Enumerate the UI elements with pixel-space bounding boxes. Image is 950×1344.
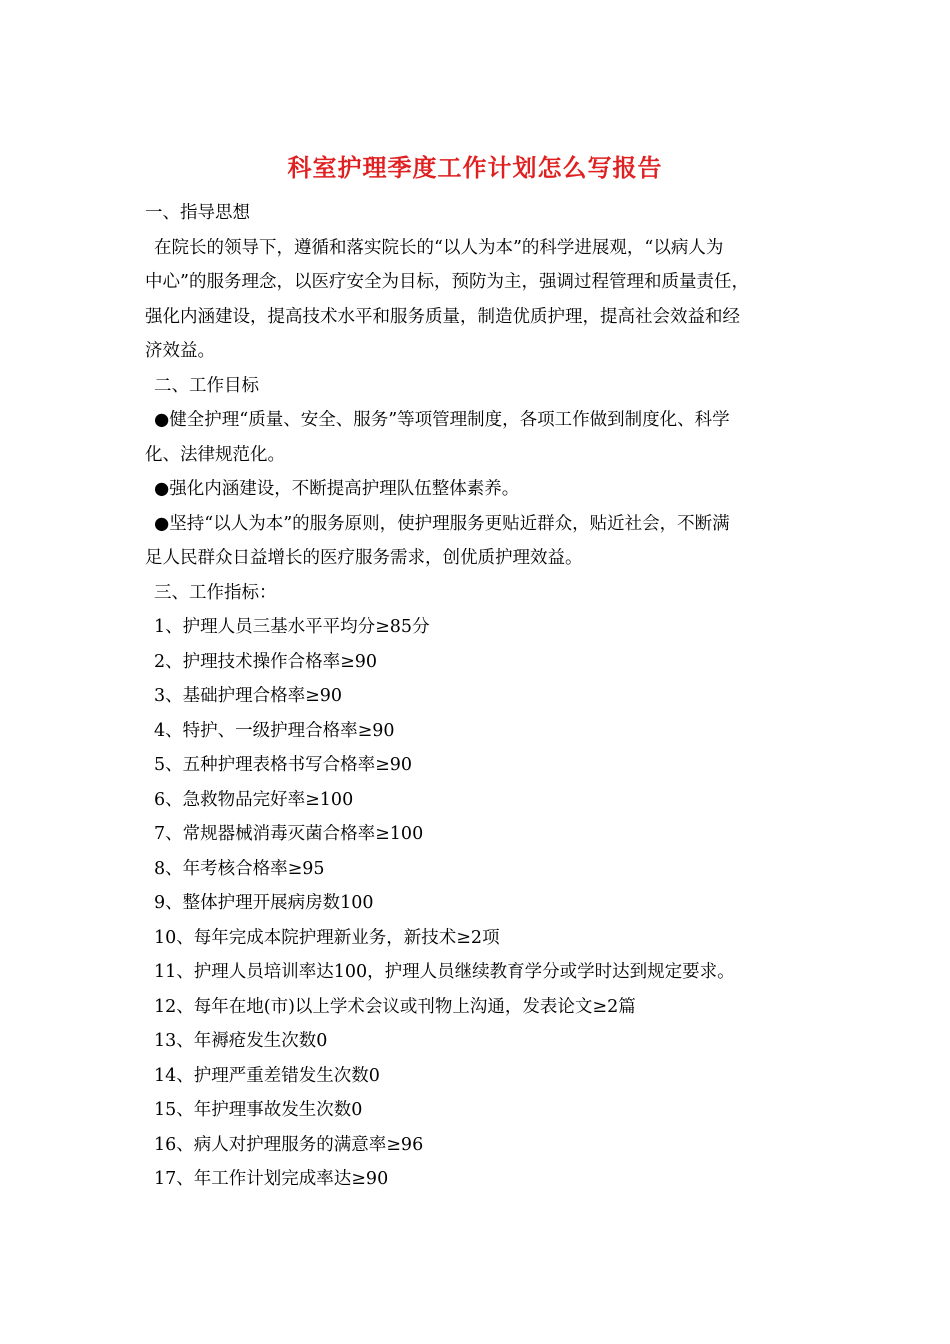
- bullet-item-continued: 足人民群众日益增长的医疗服务需求，创优质护理效益。: [145, 548, 583, 568]
- indicator-item: 6、急救物品完好率≥100: [154, 789, 354, 810]
- indicator-item: 14、护理严重差错发生次数0: [154, 1065, 380, 1086]
- indicator-item: 16、病人对护理服务的满意率≥96: [154, 1134, 424, 1155]
- indicator-item: 10、每年完成本院护理新业务，新技术≥2项: [154, 927, 500, 948]
- section-heading-work-goals: 二、工作目标: [154, 375, 259, 396]
- bullet-item-continued: 化、法律规范化。: [145, 444, 285, 465]
- indicator-item: 2、护理技术操作合格率≥90: [154, 651, 378, 672]
- indicator-item: 5、五种护理表格书写合格率≥90: [154, 755, 413, 775]
- indicator-item: 8、年考核合格率≥95: [154, 858, 325, 879]
- section-heading-work-indicators: 三、工作指标：: [154, 582, 277, 603]
- bullet-item: ●坚持“以人为本”的服务原则，使护理服务更贴近群众，贴近社会，不断满: [154, 513, 730, 534]
- indicator-item: 7、常规器械消毒灭菌合格率≥100: [154, 824, 424, 844]
- paragraph-line: 中心”的服务理念，以医疗安全为目标，预防为主，强调过程管理和质量责任，: [145, 272, 749, 292]
- indicator-item: 4、特护、一级护理合格率≥90: [154, 720, 395, 741]
- indicator-item: 3、基础护理合格率≥90: [154, 686, 343, 706]
- bullet-item: ●健全护理“质量、安全、服务”等项管理制度，各项工作做到制度化、科学: [154, 410, 730, 430]
- indicator-item: 13、年褥疮发生次数0: [154, 1031, 328, 1051]
- paragraph-line: 济效益。: [145, 341, 215, 361]
- indicator-item: 11、护理人员培训率达100，护理人员继续教育学分或学时达到规定要求。: [154, 962, 735, 982]
- document-body: [145, 196, 805, 1197]
- paragraph-line: 在院长的领导下，遵循和落实院长的“以人为本”的科学进展观，“以病人为: [154, 237, 724, 258]
- indicator-item: 12、每年在地(市)以上学术会议或刊物上沟通，发表论文≥2篇: [154, 996, 636, 1017]
- indicator-item: 17、年工作计划完成率达≥90: [154, 1169, 389, 1189]
- bullet-item: ●强化内涵建设，不断提高护理队伍整体素养。: [154, 479, 520, 499]
- indicator-item: 15、年护理事故发生次数0: [154, 1100, 363, 1120]
- indicator-item: 1、护理人员三基水平平均分≥85分: [154, 617, 430, 637]
- indicator-item: 9、整体护理开展病房数100: [154, 893, 374, 913]
- section-heading-guiding-thought: 一、指导思想: [145, 203, 250, 223]
- paragraph-line: 强化内涵建设，提高技术水平和服务质量，制造优质护理，提高社会效益和经: [145, 306, 740, 327]
- document-title: 科室护理季度工作计划怎么写报告: [287, 153, 663, 182]
